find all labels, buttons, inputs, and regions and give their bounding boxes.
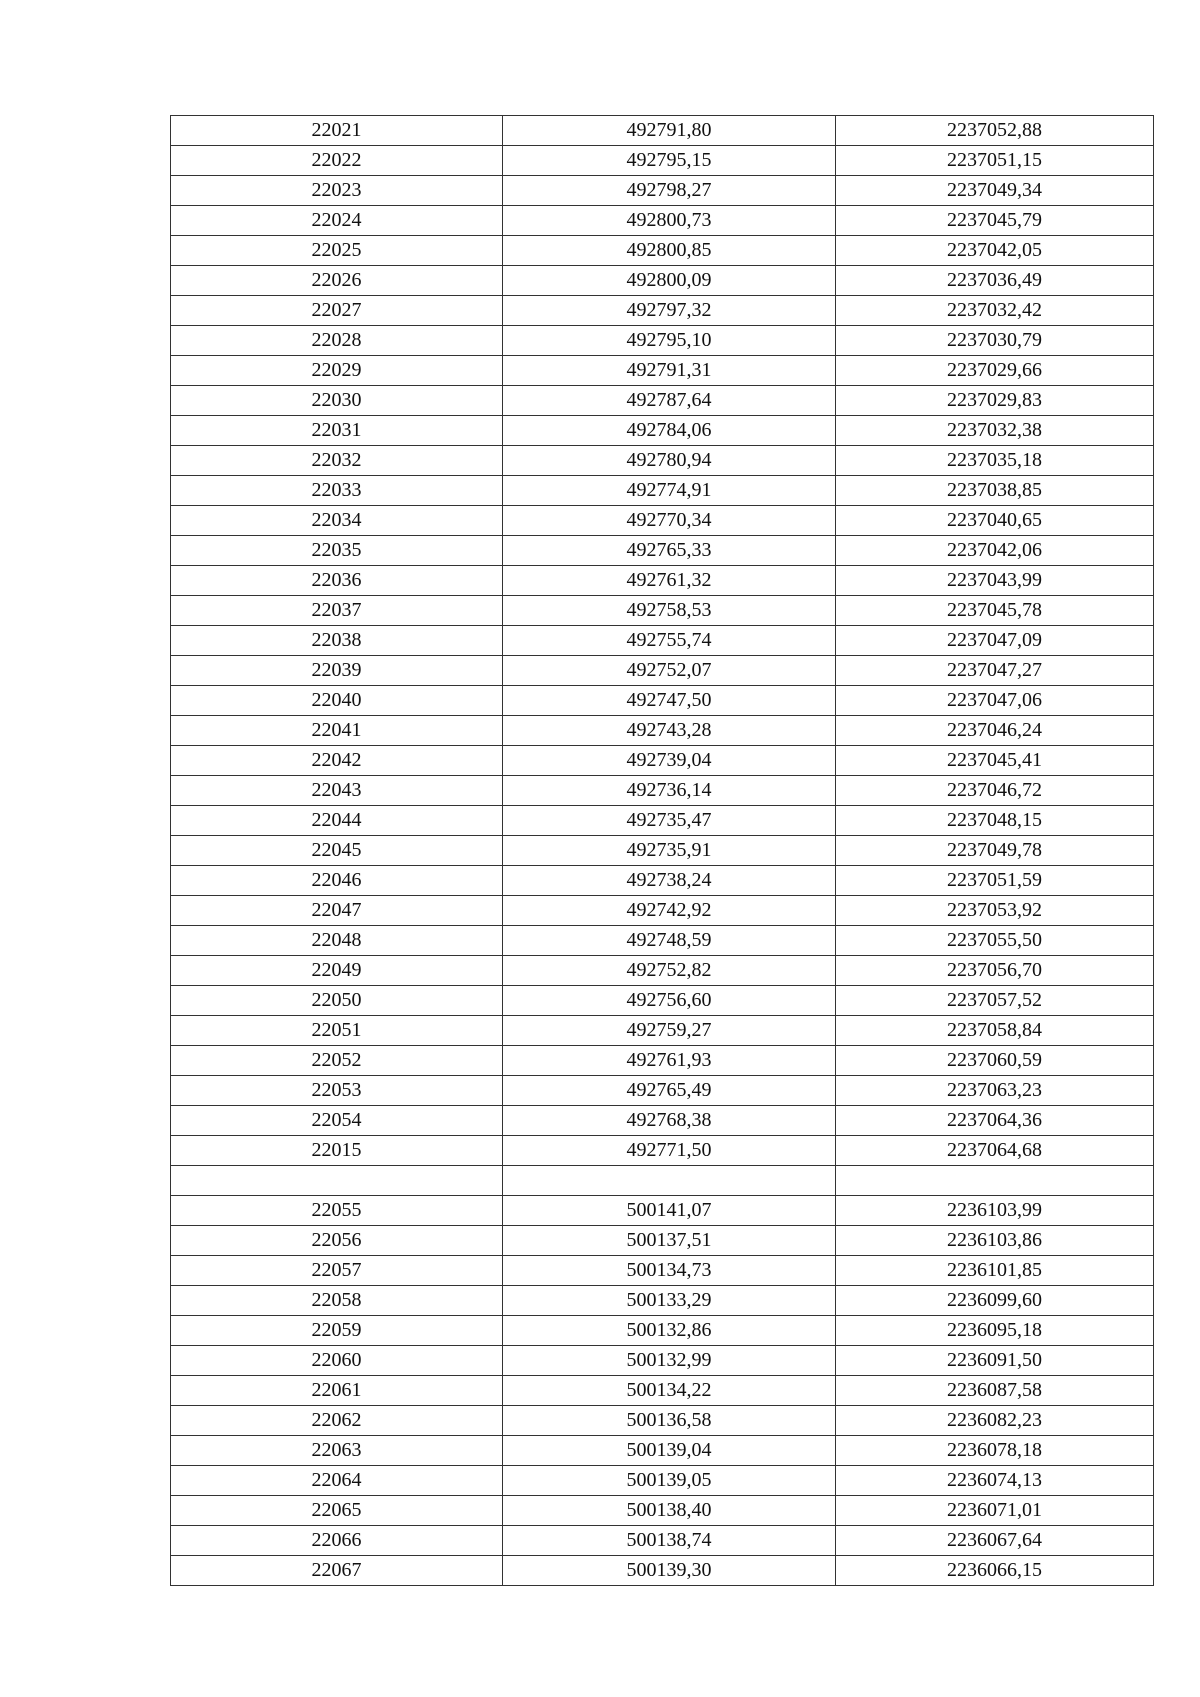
x-coordinate-cell: 492780,94 [503, 446, 836, 476]
point-number-cell: 22046 [171, 866, 503, 896]
table-row [171, 1316, 1154, 1346]
x-coordinate-cell: 492771,50 [503, 1136, 836, 1166]
table-row [171, 476, 1154, 506]
point-number-cell: 22033 [171, 476, 503, 506]
x-coordinate-cell: 492795,10 [503, 326, 836, 356]
x-coordinate-cell: 492752,82 [503, 956, 836, 986]
x-coordinate-cell: 492759,27 [503, 1016, 836, 1046]
point-number-cell: 22036 [171, 566, 503, 596]
table-row [171, 956, 1154, 986]
y-coordinate-cell: 2236071,01 [836, 1496, 1154, 1526]
y-coordinate-cell: 2237049,34 [836, 176, 1154, 206]
point-number-cell: 22058 [171, 1286, 503, 1316]
point-number-cell: 22061 [171, 1376, 503, 1406]
table-row [171, 1046, 1154, 1076]
point-number-cell: 22021 [171, 116, 503, 146]
y-coordinate-cell: 2237048,15 [836, 806, 1154, 836]
point-number-cell: 22049 [171, 956, 503, 986]
point-number-cell: 22030 [171, 386, 503, 416]
point-number-cell: 22064 [171, 1466, 503, 1496]
table-row [171, 1466, 1154, 1496]
x-coordinate-cell: 492800,85 [503, 236, 836, 266]
y-coordinate-cell: 2237053,92 [836, 896, 1154, 926]
y-coordinate-cell: 2237047,27 [836, 656, 1154, 686]
point-number-cell: 22041 [171, 716, 503, 746]
x-coordinate-cell: 492798,27 [503, 176, 836, 206]
point-number-cell: 22042 [171, 746, 503, 776]
table-row [171, 626, 1154, 656]
x-coordinate-cell: 492748,59 [503, 926, 836, 956]
y-coordinate-cell: 2236091,50 [836, 1346, 1154, 1376]
table-row [171, 896, 1154, 926]
table-row [171, 176, 1154, 206]
x-coordinate-cell: 500139,30 [503, 1556, 836, 1586]
point-number-cell: 22065 [171, 1496, 503, 1526]
y-coordinate-cell: 2237047,06 [836, 686, 1154, 716]
point-number-cell: 22031 [171, 416, 503, 446]
point-number-cell: 22047 [171, 896, 503, 926]
x-coordinate-cell: 492752,07 [503, 656, 836, 686]
table-row [171, 116, 1154, 146]
table-row [171, 356, 1154, 386]
point-number-cell: 22039 [171, 656, 503, 686]
table-row [171, 536, 1154, 566]
y-coordinate-cell: 2237055,50 [836, 926, 1154, 956]
y-coordinate-cell: 2237051,59 [836, 866, 1154, 896]
table-row [171, 386, 1154, 416]
y-coordinate-cell: 2237056,70 [836, 956, 1154, 986]
table-row [171, 656, 1154, 686]
table-row [171, 1136, 1154, 1166]
coordinates-table-body [171, 116, 1154, 1586]
y-coordinate-cell: 2236103,86 [836, 1226, 1154, 1256]
x-coordinate-cell: 492739,04 [503, 746, 836, 776]
point-number-cell: 22055 [171, 1196, 503, 1226]
y-coordinate-cell: 2236066,15 [836, 1556, 1154, 1586]
x-coordinate-cell: 492787,64 [503, 386, 836, 416]
x-coordinate-cell: 492747,50 [503, 686, 836, 716]
y-coordinate-cell: 2236067,64 [836, 1526, 1154, 1556]
table-row [171, 326, 1154, 356]
y-coordinate-cell: 2236099,60 [836, 1286, 1154, 1316]
y-coordinate-cell: 2237036,49 [836, 266, 1154, 296]
y-coordinate-cell: 2237063,23 [836, 1076, 1154, 1106]
point-number-cell: 22038 [171, 626, 503, 656]
table-row [171, 146, 1154, 176]
point-number-cell: 22067 [171, 1556, 503, 1586]
point-number-cell: 22037 [171, 596, 503, 626]
x-coordinate-cell: 492791,31 [503, 356, 836, 386]
x-coordinate-cell: 492797,32 [503, 296, 836, 326]
y-coordinate-cell: 2237046,24 [836, 716, 1154, 746]
point-number-cell: 22051 [171, 1016, 503, 1046]
table-row [171, 1016, 1154, 1046]
y-coordinate-cell: 2237051,15 [836, 146, 1154, 176]
x-coordinate-cell: 492758,53 [503, 596, 836, 626]
point-number-cell: 22044 [171, 806, 503, 836]
y-coordinate-cell: 2237035,18 [836, 446, 1154, 476]
table-row [171, 806, 1154, 836]
table-row [171, 1106, 1154, 1136]
point-number-cell: 22035 [171, 536, 503, 566]
y-coordinate-cell: 2237042,05 [836, 236, 1154, 266]
point-number-cell: 22029 [171, 356, 503, 386]
table-row [171, 506, 1154, 536]
point-number-cell: 22060 [171, 1346, 503, 1376]
coordinates-table [170, 115, 1154, 1586]
table-row [171, 596, 1154, 626]
y-coordinate-cell: 2237038,85 [836, 476, 1154, 506]
y-coordinate-cell: 2236101,85 [836, 1256, 1154, 1286]
table-row [171, 1526, 1154, 1556]
table-row [171, 716, 1154, 746]
point-number-cell: 22032 [171, 446, 503, 476]
x-coordinate-cell: 492735,91 [503, 836, 836, 866]
y-coordinate-cell: 2236095,18 [836, 1316, 1154, 1346]
x-coordinate-cell: 492743,28 [503, 716, 836, 746]
x-coordinate-cell: 492770,34 [503, 506, 836, 536]
x-coordinate-cell: 492761,93 [503, 1046, 836, 1076]
point-number-cell: 22026 [171, 266, 503, 296]
table-row [171, 1196, 1154, 1226]
table-row [171, 1376, 1154, 1406]
x-coordinate-cell: 500139,04 [503, 1436, 836, 1466]
y-coordinate-cell: 2237042,06 [836, 536, 1154, 566]
y-coordinate-cell: 2237045,41 [836, 746, 1154, 776]
point-number-cell: 22015 [171, 1136, 503, 1166]
table-row [171, 926, 1154, 956]
y-coordinate-cell: 2237058,84 [836, 1016, 1154, 1046]
y-coordinate-cell: 2237046,72 [836, 776, 1154, 806]
x-coordinate-cell: 492756,60 [503, 986, 836, 1016]
point-number-cell: 22057 [171, 1256, 503, 1286]
table-row [171, 1346, 1154, 1376]
y-coordinate-cell: 2237064,36 [836, 1106, 1154, 1136]
table-row [171, 236, 1154, 266]
table-row [171, 1556, 1154, 1586]
point-number-cell: 22024 [171, 206, 503, 236]
y-coordinate-cell: 2237049,78 [836, 836, 1154, 866]
table-row [171, 686, 1154, 716]
y-coordinate-cell: 2237030,79 [836, 326, 1154, 356]
x-coordinate-cell: 492738,24 [503, 866, 836, 896]
x-coordinate-cell: 492755,74 [503, 626, 836, 656]
y-coordinate-cell: 2237029,83 [836, 386, 1154, 416]
point-number-cell: 22025 [171, 236, 503, 266]
table-row [171, 416, 1154, 446]
point-number-cell: 22028 [171, 326, 503, 356]
table-row [171, 1496, 1154, 1526]
point-number-cell: 22040 [171, 686, 503, 716]
y-coordinate-cell: 2237029,66 [836, 356, 1154, 386]
x-coordinate-cell: 492735,47 [503, 806, 836, 836]
point-number-cell: 22048 [171, 926, 503, 956]
table-row [171, 566, 1154, 596]
x-coordinate-cell: 500136,58 [503, 1406, 836, 1436]
table-row [171, 1256, 1154, 1286]
x-coordinate-cell: 500139,05 [503, 1466, 836, 1496]
y-coordinate-cell: 2237045,78 [836, 596, 1154, 626]
x-coordinate-cell: 492768,38 [503, 1106, 836, 1136]
y-coordinate-cell: 2237047,09 [836, 626, 1154, 656]
point-number-cell [171, 1166, 503, 1196]
y-coordinate-cell: 2237043,99 [836, 566, 1154, 596]
y-coordinate-cell: 2237060,59 [836, 1046, 1154, 1076]
y-coordinate-cell: 2237032,38 [836, 416, 1154, 446]
y-coordinate-cell: 2237032,42 [836, 296, 1154, 326]
y-coordinate-cell: 2236082,23 [836, 1406, 1154, 1436]
x-coordinate-cell: 500138,74 [503, 1526, 836, 1556]
table-row [171, 866, 1154, 896]
table-row [171, 776, 1154, 806]
table-row [171, 986, 1154, 1016]
point-number-cell: 22053 [171, 1076, 503, 1106]
y-coordinate-cell: 2237045,79 [836, 206, 1154, 236]
y-coordinate-cell: 2237064,68 [836, 1136, 1154, 1166]
table-row [171, 296, 1154, 326]
x-coordinate-cell: 492761,32 [503, 566, 836, 596]
y-coordinate-cell: 2236078,18 [836, 1436, 1154, 1466]
x-coordinate-cell: 500138,40 [503, 1496, 836, 1526]
y-coordinate-cell: 2236103,99 [836, 1196, 1154, 1226]
point-number-cell: 22059 [171, 1316, 503, 1346]
table-row [171, 1076, 1154, 1106]
point-number-cell: 22022 [171, 146, 503, 176]
point-number-cell: 22045 [171, 836, 503, 866]
x-coordinate-cell: 500132,86 [503, 1316, 836, 1346]
point-number-cell: 22034 [171, 506, 503, 536]
x-coordinate-cell: 492784,06 [503, 416, 836, 446]
table-row [171, 836, 1154, 866]
y-coordinate-cell: 2236087,58 [836, 1376, 1154, 1406]
x-coordinate-cell: 500137,51 [503, 1226, 836, 1256]
point-number-cell: 22052 [171, 1046, 503, 1076]
point-number-cell: 22023 [171, 176, 503, 206]
point-number-cell: 22063 [171, 1436, 503, 1466]
x-coordinate-cell: 500133,29 [503, 1286, 836, 1316]
x-coordinate-cell: 492736,14 [503, 776, 836, 806]
x-coordinate-cell [503, 1166, 836, 1196]
y-coordinate-cell [836, 1166, 1154, 1196]
x-coordinate-cell: 500134,73 [503, 1256, 836, 1286]
x-coordinate-cell: 492800,09 [503, 266, 836, 296]
y-coordinate-cell: 2236074,13 [836, 1466, 1154, 1496]
x-coordinate-cell: 500134,22 [503, 1376, 836, 1406]
table-row [171, 1436, 1154, 1466]
table-row [171, 1406, 1154, 1436]
point-number-cell: 22062 [171, 1406, 503, 1436]
table-row [171, 1166, 1154, 1196]
x-coordinate-cell: 492765,33 [503, 536, 836, 566]
point-number-cell: 22027 [171, 296, 503, 326]
x-coordinate-cell: 492795,15 [503, 146, 836, 176]
table-row [171, 1286, 1154, 1316]
point-number-cell: 22056 [171, 1226, 503, 1256]
x-coordinate-cell: 500141,07 [503, 1196, 836, 1226]
y-coordinate-cell: 2237040,65 [836, 506, 1154, 536]
point-number-cell: 22050 [171, 986, 503, 1016]
x-coordinate-cell: 500132,99 [503, 1346, 836, 1376]
table-row [171, 746, 1154, 776]
y-coordinate-cell: 2237052,88 [836, 116, 1154, 146]
table-row [171, 206, 1154, 236]
x-coordinate-cell: 492800,73 [503, 206, 836, 236]
y-coordinate-cell: 2237057,52 [836, 986, 1154, 1016]
x-coordinate-cell: 492765,49 [503, 1076, 836, 1106]
point-number-cell: 22054 [171, 1106, 503, 1136]
x-coordinate-cell: 492774,91 [503, 476, 836, 506]
x-coordinate-cell: 492742,92 [503, 896, 836, 926]
point-number-cell: 22043 [171, 776, 503, 806]
point-number-cell: 22066 [171, 1526, 503, 1556]
table-row [171, 1226, 1154, 1256]
x-coordinate-cell: 492791,80 [503, 116, 836, 146]
table-row [171, 266, 1154, 296]
table-row [171, 446, 1154, 476]
